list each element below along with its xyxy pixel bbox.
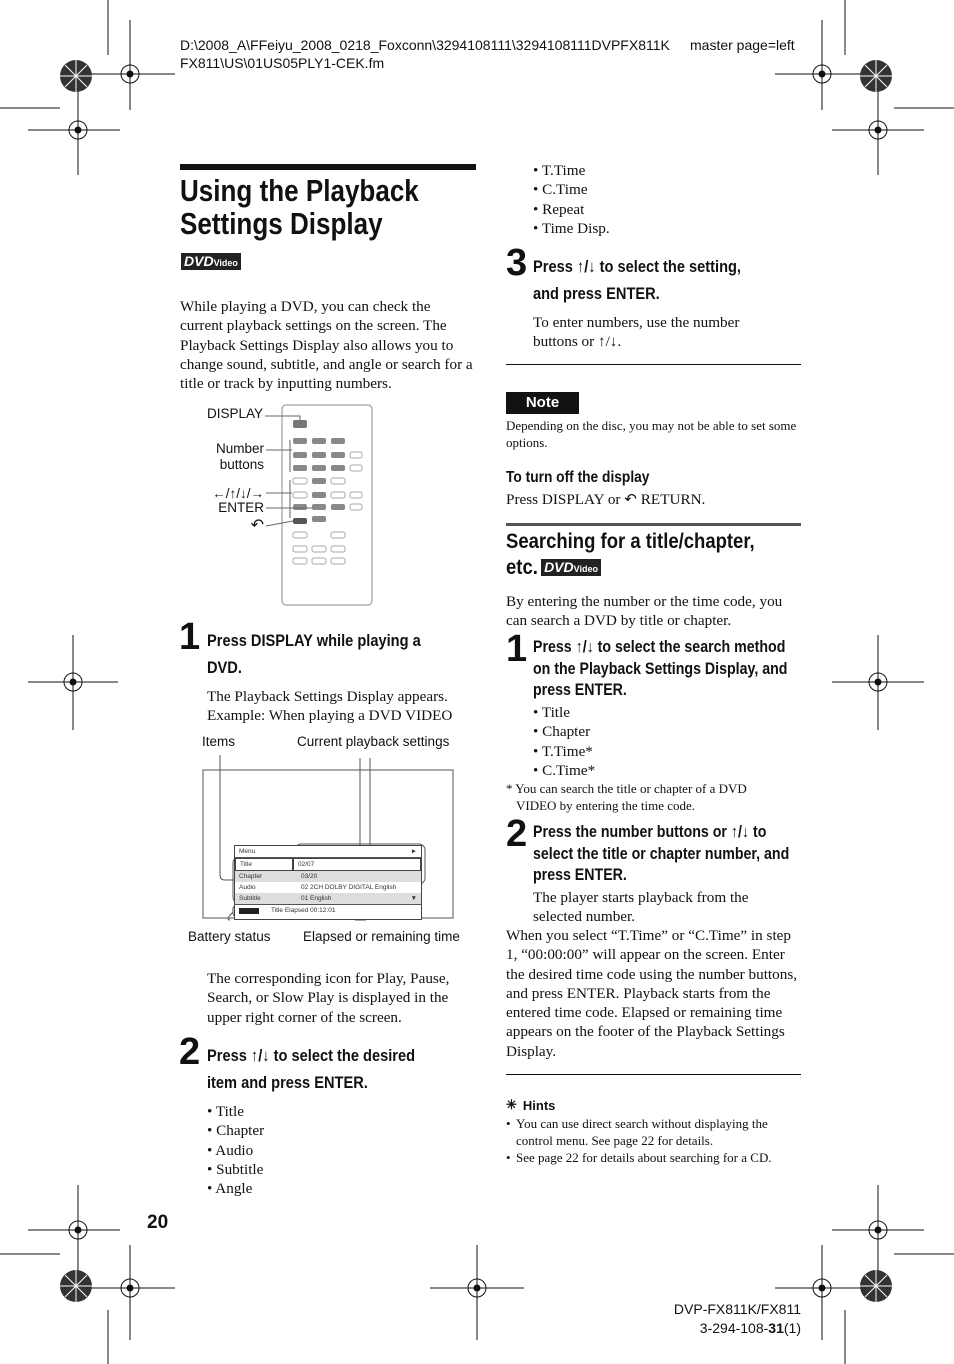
osd-label-elapsed: Elapsed or remaining time xyxy=(303,929,460,944)
section-rule xyxy=(506,523,801,526)
dvd-video-logo: DVDVideo xyxy=(181,253,241,270)
list-item: • You can use direct search without displaying the control menu. See page 22 for details. xyxy=(506,1116,768,1148)
osd-screen xyxy=(234,845,422,920)
right-top-item-list xyxy=(533,161,610,238)
step1-number: 1 xyxy=(179,616,201,658)
search-step1-number: 1 xyxy=(506,628,528,670)
search-step2-number: 2 xyxy=(506,813,528,855)
master-page-label: master page=left xyxy=(690,37,795,53)
step2-number: 2 xyxy=(179,1031,201,1073)
step2-item-list xyxy=(207,1102,264,1198)
battery-icon xyxy=(239,908,259,914)
return-icon: ↶ xyxy=(250,517,264,534)
search-section-heading: Searching for a title/chapter, etc. DVDVideo xyxy=(506,529,755,579)
osd-menu-label: Menu xyxy=(239,848,256,855)
list-item: • See page 22 for details about searching for a CD. xyxy=(506,1150,772,1165)
list-item: • T.Time* xyxy=(533,742,595,761)
hints-list xyxy=(506,1115,802,1166)
osd-row: Title 02/07 xyxy=(235,858,421,871)
osd-label-current-settings: Current playback settings xyxy=(297,734,450,749)
search-step1-heading: Press ↑/↓ to select the search method on the Playback Settings Display, and press ENTER. xyxy=(533,638,788,699)
page-title: Using the Playback Settings Display xyxy=(180,173,419,241)
osd-label-items: Items xyxy=(202,734,236,749)
divider xyxy=(506,1074,801,1075)
list-item: • T.Time xyxy=(533,161,610,180)
list-item: • Chapter xyxy=(533,722,595,741)
list-item: • Angle xyxy=(207,1179,264,1198)
step3-heading: Press ↑/↓ to select the setting, and press ENTER. xyxy=(533,257,741,303)
search-method-list xyxy=(533,703,595,780)
step1-body: The Playback Settings Display appears. Example: When playing a DVD VIDEO xyxy=(207,688,453,725)
list-item: • Title xyxy=(533,703,595,722)
osd-row: Audio 02 2CH DOLBY DIGITAL English xyxy=(239,884,397,891)
remote-label-number-buttons: Number buttons xyxy=(215,441,264,472)
page-number: 20 xyxy=(147,1212,169,1233)
list-item: • Time Disp. xyxy=(533,219,610,238)
osd-row: Chapter 03/20 xyxy=(235,871,421,882)
file-path-line1: D:\2008_A\FFeiyu_2008_0218_Foxconn\3294108111\3294108111DVPFX811K xyxy=(180,37,670,53)
remote-label-arrows: ←/↑/↓/→ xyxy=(212,486,264,501)
list-item: • Repeat xyxy=(533,200,610,219)
list-item: • Subtitle xyxy=(207,1160,264,1179)
file-path-line2: FX811\US\01US05PLY1-CEK.fm xyxy=(180,55,385,71)
remote-label-enter: ENTER xyxy=(218,500,264,515)
footer-code: 3-294-108-31(1) xyxy=(699,1320,801,1336)
step1-heading: Press DISPLAY while playing a DVD. xyxy=(207,631,421,677)
lightbulb-icon: ✳ xyxy=(506,1097,517,1112)
search-step2-heading: Press the number buttons or ↑/↓ to select the title or chapter number, and press ENTER. xyxy=(533,823,790,884)
osd-row: Subtitle 01 English ▼ xyxy=(235,893,421,904)
list-item: • C.Time* xyxy=(533,761,595,780)
search-intro: By entering the number or the time code, you can search a DVD by title or chapter. xyxy=(506,593,783,630)
list-item: • Audio xyxy=(207,1141,264,1160)
list-item: • C.Time xyxy=(533,180,610,199)
intro-paragraph: While playing a DVD, you can check the current playback settings on the screen. The Playback Settings Display also allows you to change sound, subtitle, and angle or search for a title or track by inputting numbers. xyxy=(180,298,473,393)
turn-off-heading: To turn off the display xyxy=(506,469,650,486)
turn-off-text: Press DISPLAY or ↶ RETURN. xyxy=(506,491,706,508)
footer-model: DVP-FX811K/FX811 xyxy=(673,1301,801,1317)
list-item: • Chapter xyxy=(207,1121,264,1140)
remote-label-display: DISPLAY xyxy=(207,406,264,421)
dropdown-arrow-icon: ▼ xyxy=(410,895,417,902)
note-text: Depending on the disc, you may not be able to set some options. xyxy=(506,418,797,450)
osd-footer-time: Title Elapsed 00:12:01 xyxy=(271,907,336,914)
dvd-video-logo: DVDVideo xyxy=(541,559,601,576)
hints-heading: ✳ Hints xyxy=(506,1097,556,1113)
step3-number: 3 xyxy=(506,242,528,284)
play-icon: ► xyxy=(410,848,417,855)
search-step2-body: The player starts playback from the selected number. xyxy=(533,889,749,926)
note-badge: Note xyxy=(506,392,579,414)
search-after-text: When you select “T.Time” or “C.Time” in step 1, “00:00:00” will appear on the screen. Enter the desired time code using the number buttons, and press ENTER. Playback starts from the entered time code. Elapsed or remaining time appears on the footer of the Playback Settings Display. xyxy=(506,927,798,1060)
step2-heading: Press ↑/↓ to select the desired item and press ENTER. xyxy=(207,1046,416,1092)
osd-label-battery: Battery status xyxy=(188,929,271,944)
step1-after-text: The corresponding icon for Play, Pause, Search, or Slow Play is displayed in the upper right corner of the screen. xyxy=(207,970,450,1026)
step3-body: To enter numbers, use the number buttons or ↑/↓. xyxy=(533,314,740,351)
divider xyxy=(506,364,801,365)
title-rule xyxy=(180,164,476,170)
search-footnote: * You can search the title or chapter of a DVD VIDEO by entering the time code. xyxy=(506,781,747,813)
list-item: • Title xyxy=(207,1102,264,1121)
